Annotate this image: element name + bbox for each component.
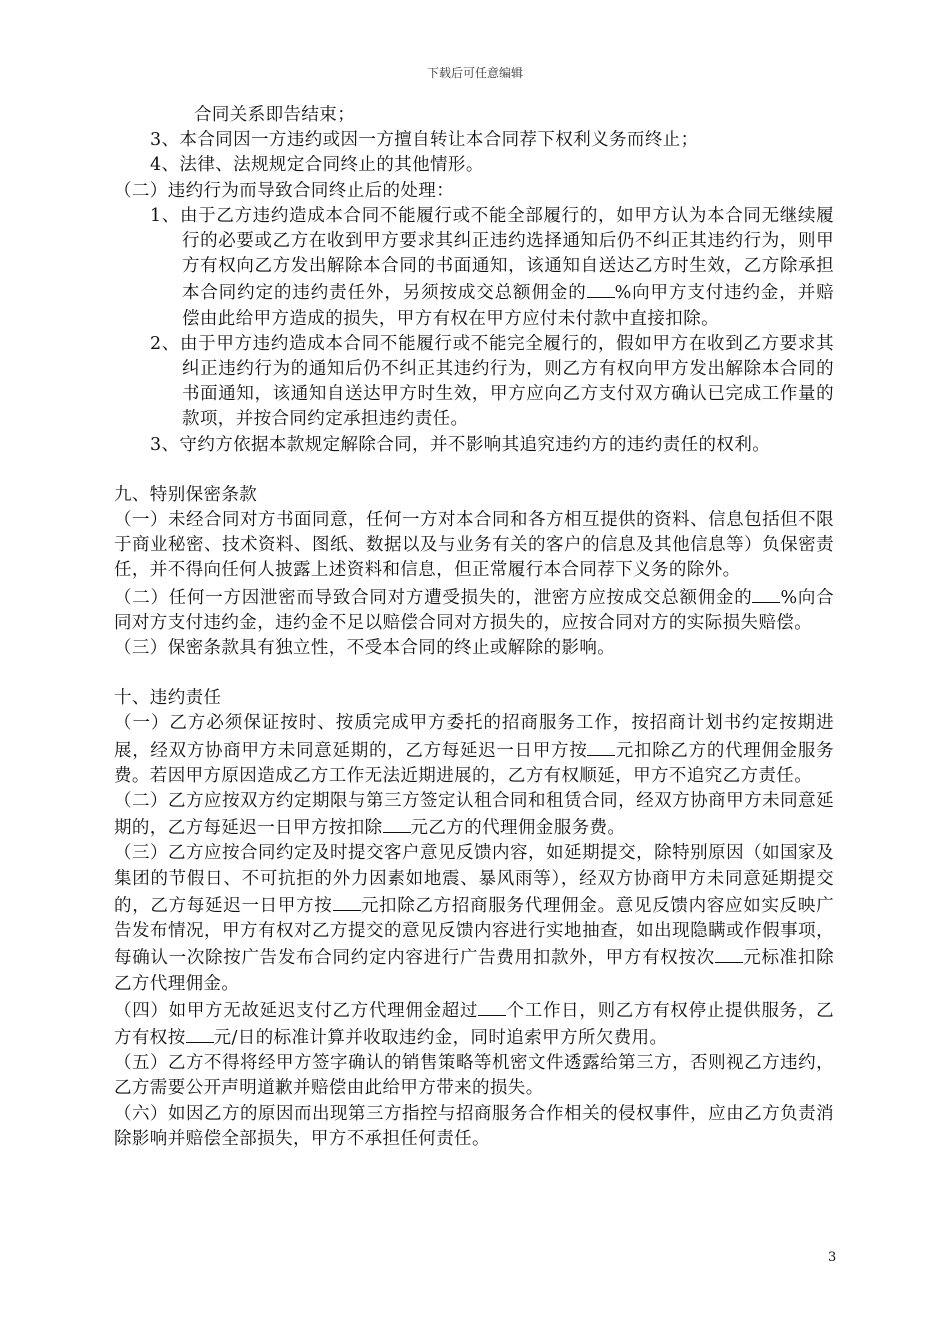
paragraph: （二）乙方应按双方约定期限与第三方签定认租合同和租赁合同，经双方协商甲方未同意延期的，乙方每延迟一日甲方按扣除 元乙方的代理佣金服务费。 <box>114 791 834 839</box>
page-number: 3 <box>828 1250 837 1265</box>
paragraph: （三）乙方应按合同约定及时提交客户意见反馈内容，如延期提交，除特别原因（如国家及集团的节假日、不可抗拒的外力因素如地震、暴风雨等），经双方协商甲方未同意延期提交的，乙方每延迟一日甲方按 元扣除乙方招商服务代理佣金。意见反馈内容应如实反映广告发布情况，甲方有权对乙方提交的意见反馈内容进行实地抽查，如出现隐瞒或作假事项，每确认一次除按广告发布合同约定内容进行广告费用扣款外，甲方有权按次 元标准扣除乙方代理佣金。 <box>114 843 835 994</box>
list-item: 3、本合同因一方违约或因一方擅自转让本合同荐下权利义务而终止； <box>150 130 699 151</box>
list-item: 2、由于甲方违约造成本合同不能履行或不能完全履行的，假如甲方在收到乙方要求其纠正违约行为的通知后仍不纠正其违约行为，则乙方有权向甲方发出解除本合同的书面通知，该通知自送达甲方时生效，甲方应向乙方支付双方确认已完成工作量的款项，并按合同约定承担违约责任。 <box>150 333 834 430</box>
document-body <box>114 103 834 1152</box>
list-item: 3、守约方依据本款规定解除合同，并不影响其追究违约方的违约责任的权利。 <box>150 434 771 455</box>
paragraph: （四）如甲方无故延迟支付乙方代理佣金超过 个工作日，则乙方有权停止提供服务，乙方有权按 元/日的标准计算并收取违约金，同时追索甲方所欠费用。 <box>114 997 834 1051</box>
paragraph: （二）任何一方因泄密而导致合同对方遭受损失的，泄密方应按成交总额佣金的 %向合同对方支付违约金，违约金不足以赔偿合同对方损失的，应按合同对方的实际损失赔偿。 <box>114 584 834 636</box>
section-heading: 十、违约责任 <box>114 688 222 709</box>
fill-blank <box>478 997 506 1016</box>
paragraph: （六）如因乙方的原因而出现第三方指控与招商服务合作相关的侵权事件，应由乙方负责消除影响并赔偿全部损失，甲方不承担任何责任。 <box>114 1103 834 1149</box>
subsection-heading: （二）违约行为而导致合同终止后的处理： <box>114 180 455 201</box>
page-header: 下载后可任意编辑 <box>426 66 523 80</box>
paragraph: （三）保密条款具有独立性，不受本合同的终止或解除的影响。 <box>114 638 616 659</box>
fill-blank <box>333 892 361 911</box>
fill-blank <box>752 584 780 603</box>
paragraph: （五）乙方不得将经甲方签字确认的销售策略等机密文件透露给第三方，否则视乙方违约，乙方需要公开声明道歉并赔偿由此给甲方带来的损失。 <box>114 1053 834 1099</box>
list-item: 1、由于乙方违约造成本合同不能履行或不能全部履行的，如甲方认为本合同无继续履行的必要或乙方在收到甲方要求其纠正违约选择通知后仍不纠正其违约行为，则甲方有权向乙方发出解除本合同的书面通知，该通知自送达乙方时生效，乙方除承担本合同约定的违约责任外，另须按成交总额佣金的 %向甲方支付违约金，并赔偿由此给甲方造成的损失，甲方有权在甲方应付未付款中直接扣除。 <box>150 205 834 329</box>
fill-blank <box>587 279 615 298</box>
list-item: 4、法律、法规规定合同终止的其他情形。 <box>150 155 484 176</box>
paragraph: 合同关系即告结束； <box>194 105 356 125</box>
fill-blank <box>186 1024 214 1043</box>
fill-blank <box>587 737 615 756</box>
fill-blank <box>715 944 743 963</box>
paragraph: （一）乙方必须保证按时、按质完成甲方委托的招商服务工作，按招商计划书约定按期进展，经双方协商甲方未同意延期的，乙方每延迟一日甲方按 元扣除乙方的代理佣金服务费。若因甲方原因造成乙方工作无法近期进展的，乙方有权顺延，甲方不追究乙方责任。 <box>114 713 834 786</box>
section-heading: 九、特别保密条款 <box>114 484 258 505</box>
paragraph: （一）未经合同对方书面同意，任何一方对本合同和各方相互提供的资料、信息包括但不限于商业秘密、技术资料、图纸、数据以及与业务有关的客户的信息及其他信息等）负保密责任，并不得向任何人披露上述资料和信息，但正常履行本合同荐下义务的除外。 <box>114 510 834 581</box>
fill-blank <box>383 814 411 833</box>
